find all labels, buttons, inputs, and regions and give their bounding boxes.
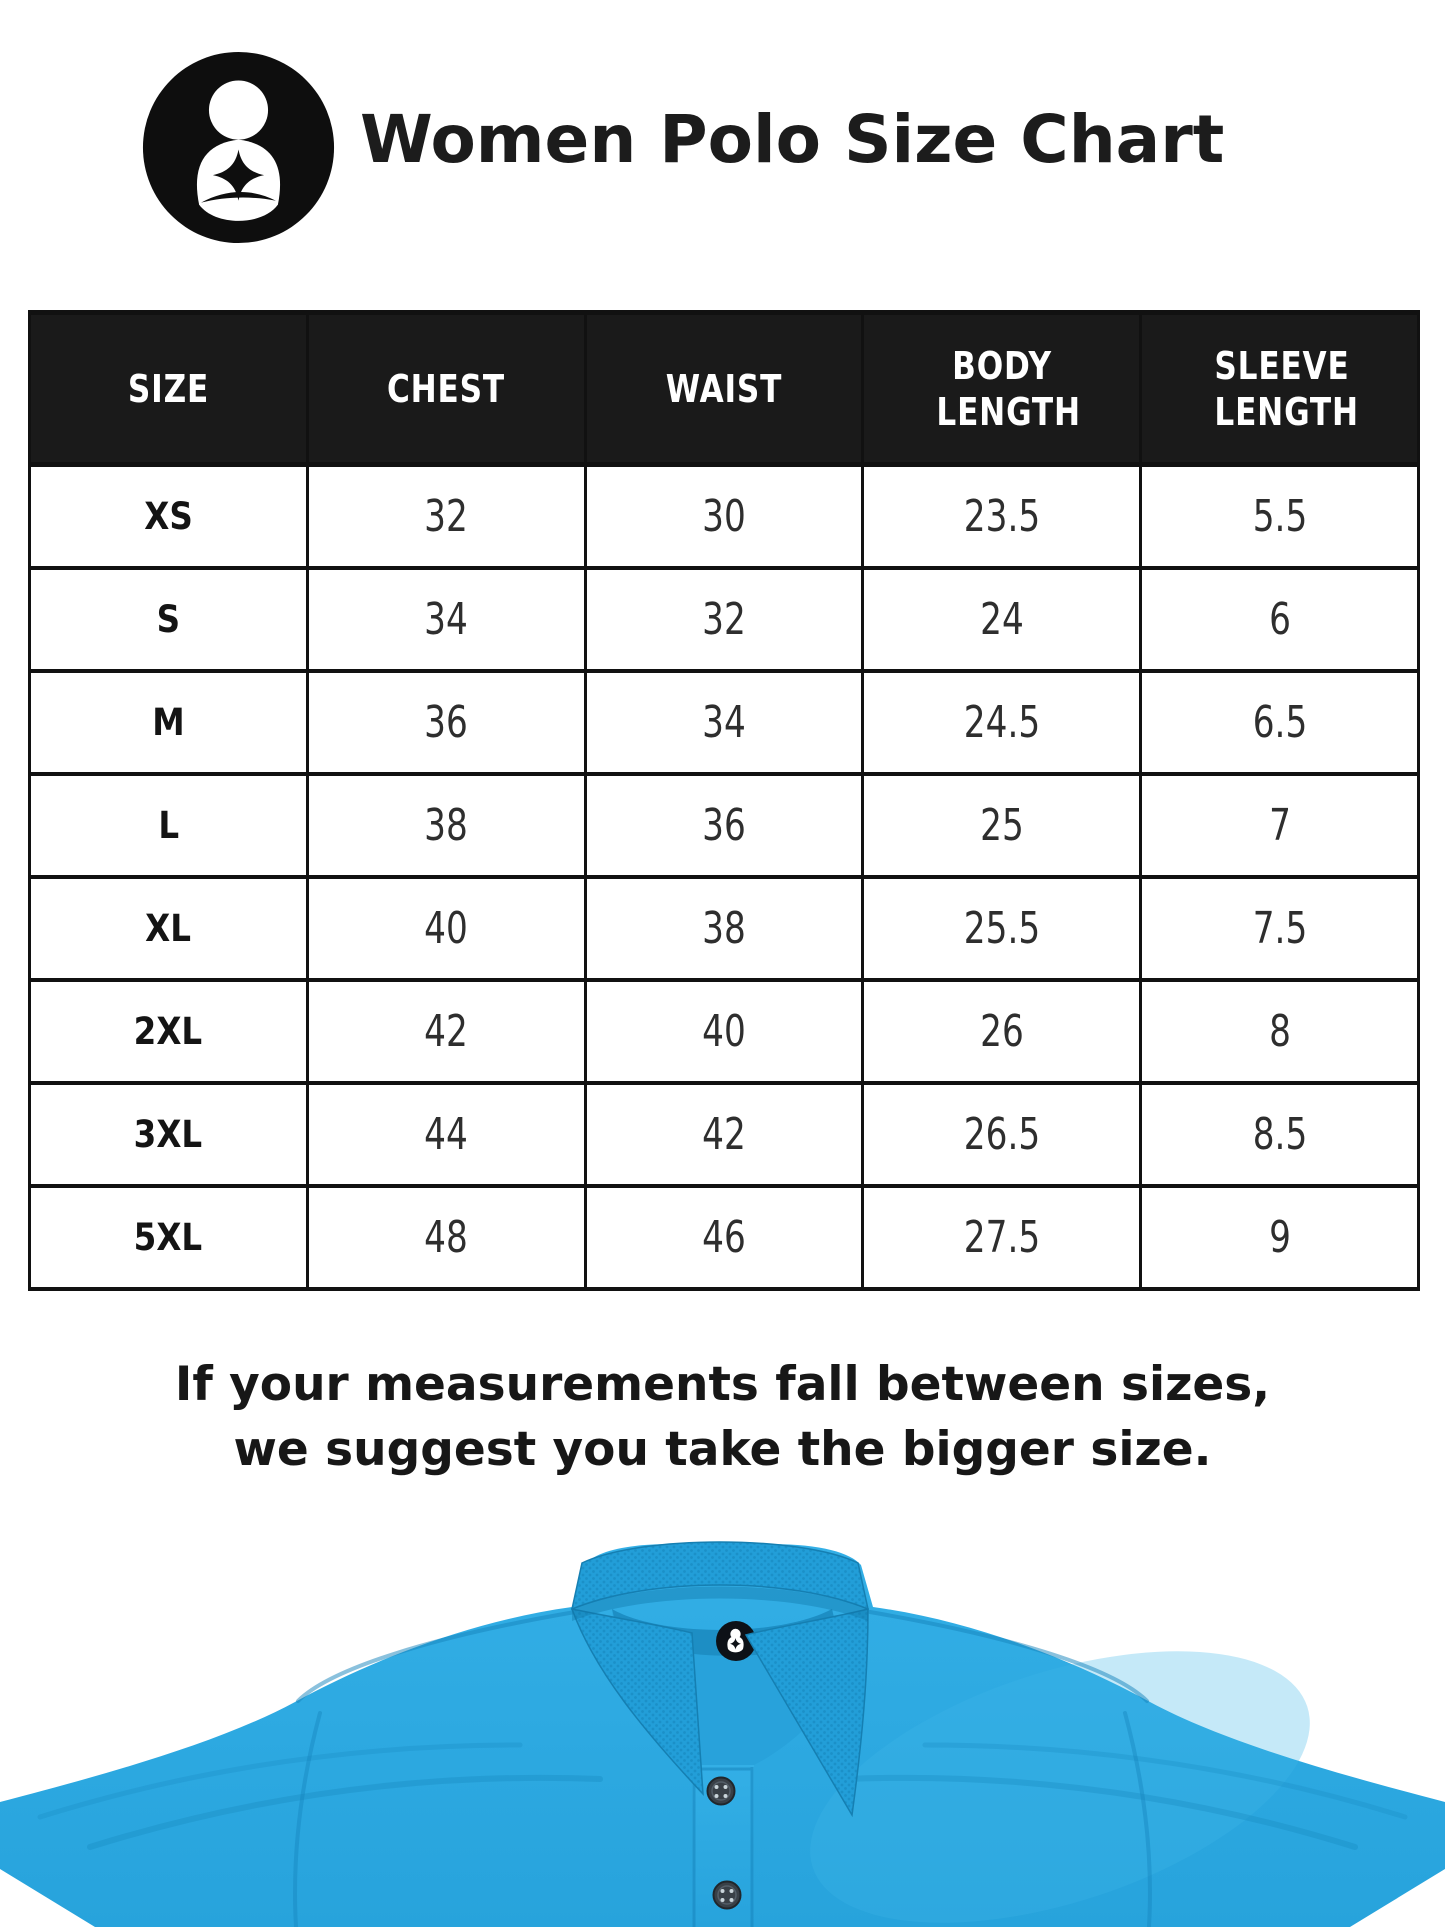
measurement-cell <box>863 1083 1141 1186</box>
measurement-cell <box>585 980 863 1083</box>
cell-text: 48 <box>424 1211 469 1263</box>
table-header-row <box>30 313 1419 465</box>
measurement-cell <box>863 671 1141 774</box>
cell-text: 38 <box>702 902 746 954</box>
size-cell <box>30 980 308 1083</box>
table-row <box>30 1186 1419 1289</box>
table-row <box>30 568 1419 671</box>
measurement-cell <box>585 877 863 980</box>
cell-text: L <box>158 803 179 847</box>
cell-text: 23.5 <box>963 490 1040 542</box>
cell-text: 30 <box>702 490 746 542</box>
measurement-cell <box>585 1186 863 1289</box>
size-cell <box>30 877 308 980</box>
measurement-cell <box>863 980 1141 1083</box>
cell-text: 3XL <box>134 1112 203 1156</box>
size-table-body <box>30 465 1419 1289</box>
page-title: Women Polo Size Chart <box>360 101 1225 178</box>
measurement-cell <box>585 465 863 568</box>
cell-text: 34 <box>424 593 469 645</box>
fit-note-line2: we suggest you take the bigger size. <box>233 1422 1212 1477</box>
cell-text: 24.5 <box>963 696 1040 748</box>
measurement-cell <box>585 774 863 877</box>
size-cell <box>30 568 308 671</box>
measurement-cell <box>863 465 1141 568</box>
table-row <box>30 980 1419 1083</box>
table-row <box>30 671 1419 774</box>
cell-text: 7.5 <box>1252 902 1307 954</box>
measurement-cell <box>307 1083 585 1186</box>
measurement-cell <box>1141 1083 1419 1186</box>
measurement-cell <box>307 568 585 671</box>
column-header-size: SIZE <box>30 313 308 465</box>
column-header-sleeve-length: SLEEVE LENGTH <box>1141 313 1419 465</box>
cell-text: 32 <box>702 593 746 645</box>
measurement-cell <box>307 877 585 980</box>
polo-shirt-photo <box>0 1517 1445 1927</box>
fit-note-line1: If your measurements fall between sizes, <box>174 1357 1271 1412</box>
cell-text: 25.5 <box>963 902 1040 954</box>
measurement-cell <box>1141 671 1419 774</box>
cell-text: 36 <box>424 696 469 748</box>
measurement-cell <box>307 465 585 568</box>
cell-text: 9 <box>1268 1211 1291 1263</box>
table-row <box>30 465 1419 568</box>
cell-text: 40 <box>424 902 469 954</box>
measurement-cell <box>307 1186 585 1289</box>
cell-text: 8 <box>1268 1005 1291 1057</box>
cell-text: 6 <box>1268 593 1291 645</box>
table-row <box>30 774 1419 877</box>
cell-text: 5XL <box>134 1215 203 1259</box>
size-cell <box>30 671 308 774</box>
measurement-cell <box>307 671 585 774</box>
cell-text: XL <box>145 906 192 950</box>
column-header-chest: CHEST <box>307 313 585 465</box>
measurement-cell <box>1141 774 1419 877</box>
measurement-cell <box>863 774 1141 877</box>
cell-text: 42 <box>424 1005 469 1057</box>
size-cell <box>30 774 308 877</box>
cell-text: S <box>156 597 181 641</box>
cell-text: 7 <box>1268 799 1291 851</box>
cell-text: 42 <box>702 1108 746 1160</box>
measurement-cell <box>1141 568 1419 671</box>
column-header-waist: WAIST <box>585 313 863 465</box>
shirt-button-bottom <box>714 1882 741 1909</box>
cell-text: 2XL <box>134 1009 203 1053</box>
measurement-cell <box>863 1186 1141 1289</box>
measurement-cell <box>863 877 1141 980</box>
cell-text: 34 <box>702 696 746 748</box>
cell-text: 27.5 <box>963 1211 1040 1263</box>
cell-text: M <box>152 700 185 744</box>
size-chart-table <box>28 310 1420 1291</box>
cell-text: 26 <box>979 1005 1024 1057</box>
measurement-cell <box>863 568 1141 671</box>
measurement-cell <box>1141 1186 1419 1289</box>
cell-text: 38 <box>424 799 469 851</box>
size-cell <box>30 1083 308 1186</box>
brand-logo-icon <box>140 49 337 246</box>
cell-text: 5.5 <box>1252 490 1307 542</box>
cell-text: 36 <box>702 799 746 851</box>
fit-note <box>0 1352 1445 1482</box>
cell-text: 8.5 <box>1252 1108 1307 1160</box>
measurement-cell <box>1141 980 1419 1083</box>
measurement-cell <box>1141 877 1419 980</box>
cell-text: XS <box>144 494 193 538</box>
measurement-cell <box>585 1083 863 1186</box>
column-header-body-length: BODY LENGTH <box>863 313 1141 465</box>
measurement-cell <box>1141 465 1419 568</box>
measurement-cell <box>307 980 585 1083</box>
size-cell <box>30 1186 308 1289</box>
table-row <box>30 877 1419 980</box>
measurement-cell <box>585 671 863 774</box>
cell-text: 46 <box>702 1211 746 1263</box>
cell-text: 25 <box>979 799 1024 851</box>
measurement-cell <box>585 568 863 671</box>
cell-text: 6.5 <box>1252 696 1307 748</box>
table-row <box>30 1083 1419 1186</box>
cell-text: 26.5 <box>963 1108 1040 1160</box>
measurement-cell <box>307 774 585 877</box>
cell-text: 44 <box>424 1108 469 1160</box>
cell-text: 32 <box>424 490 469 542</box>
cell-text: 40 <box>702 1005 746 1057</box>
cell-text: 24 <box>979 593 1024 645</box>
shirt-button-top <box>708 1778 735 1805</box>
size-cell <box>30 465 308 568</box>
